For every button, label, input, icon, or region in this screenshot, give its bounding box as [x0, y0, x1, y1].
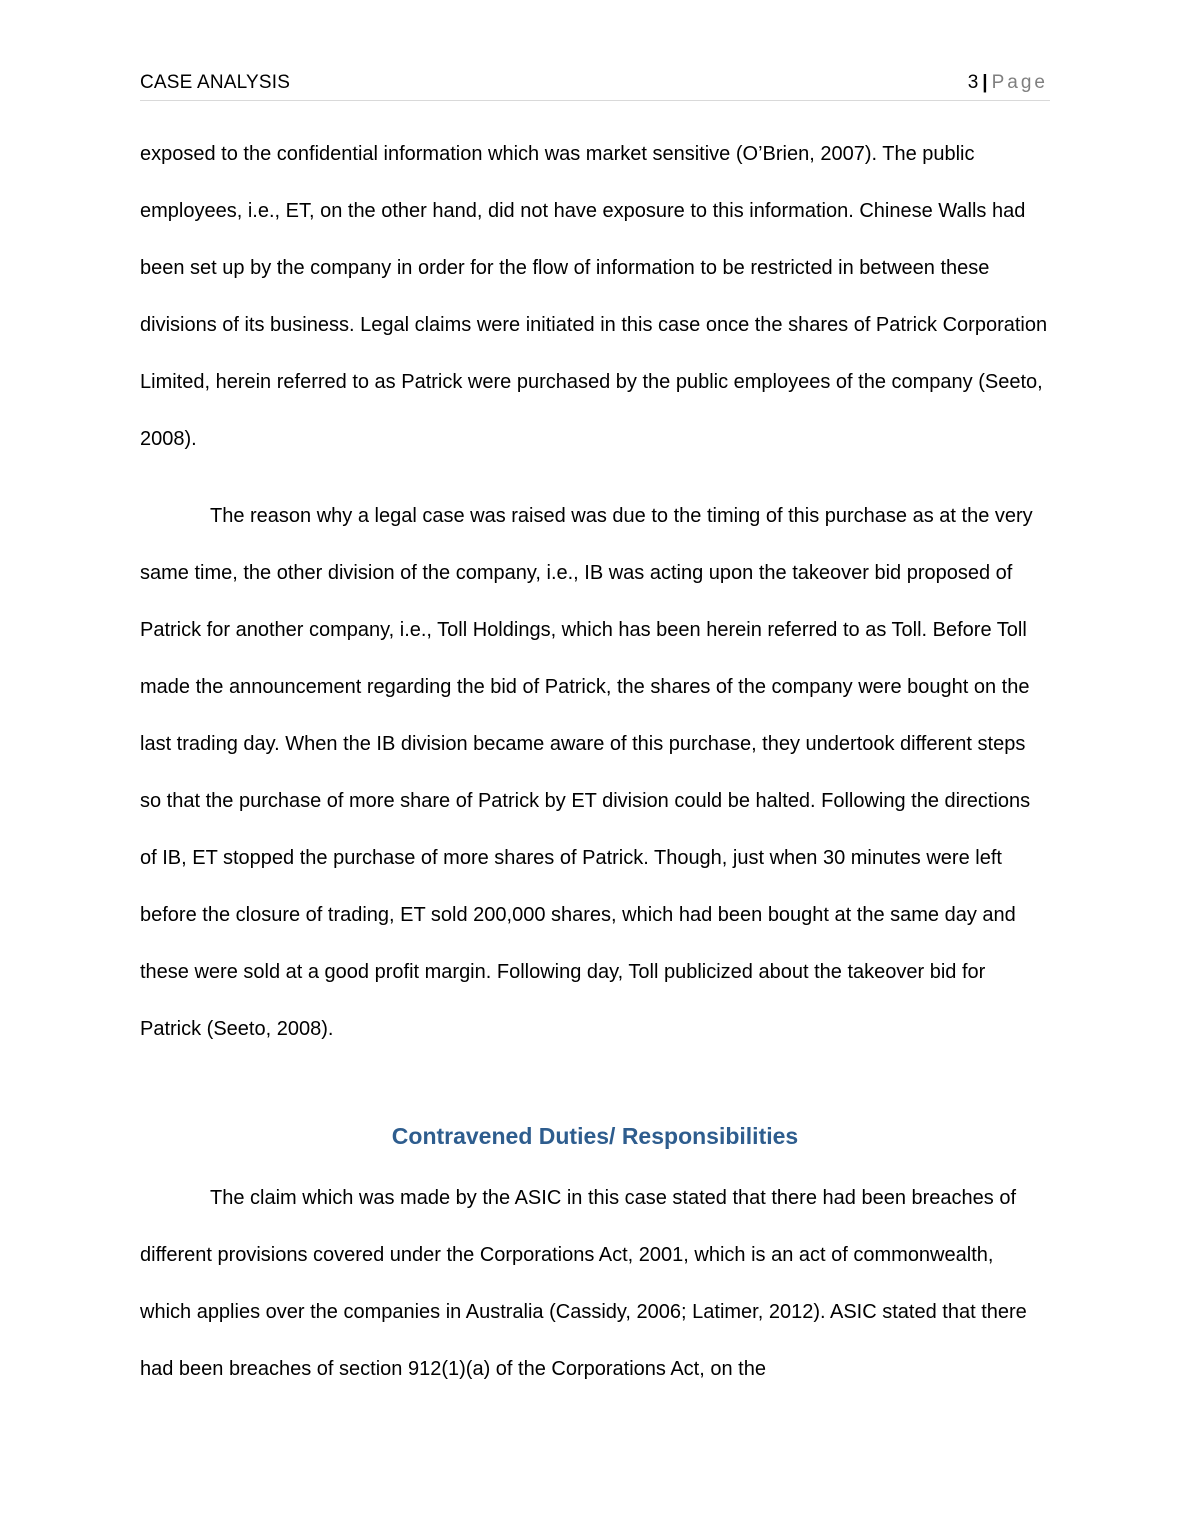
- page-number: 3: [967, 72, 979, 93]
- paragraph-2: The reason why a legal case was raised was due to the timing of this purchase as at the very same time, the other division of the company, i.e., IB was acting upon the takeover bid proposed of Patrick for another company, i.e., Toll Holdings, which has been herein referred to as Toll. Before Toll made the announcement regarding the bid of Patrick, the shares of the company were bought on the last trading day. When the IB division became aware of this purchase, they undertook different steps so that the purchase of more share of Patrick by ET division could be halted. Following the directions of IB, ET stopped the purchase of more shares of Patrick. Though, just when 30 minutes were left before the closure of trading, ET sold 200,000 shares, which had been bought at the same day and these were sold at a good profit margin. Following day, Toll publicized about the takeover bid for Patrick (Seeto, 2008).: [140, 505, 1033, 1040]
- page-header: [140, 72, 1050, 101]
- page-label: Page: [991, 72, 1048, 93]
- section-heading: Contravened Duties/ Responsibilities: [391, 1123, 799, 1149]
- paragraph-3: The claim which was made by the ASIC in this case stated that there had been breaches of different provisions covered under the Corporations Act, 2001, which is an act of commonwealth, which applies over the companies in Australia (Cassidy, 2006; Latimer, 2012). ASIC stated that there had been breaches of section 912(1)(a) of the Corporations Act, on the: [140, 1187, 1027, 1380]
- page-separator: |: [982, 72, 988, 93]
- paragraph-1: exposed to the confidential information which was market sensitive (O’Brien, 2007). The public employees, i.e., ET, on the other hand, did not have exposure to this information. Chinese Walls had been set up by the company in order for the flow of information to be restricted in between these divisions of its business. Legal claims were initiated in this case once the shares of Patrick Corporation Limited, herein referred to as Patrick were purchased by the public employees of the company (Seeto, 2008).: [140, 143, 1048, 450]
- header-title: CASE ANALYSIS: [140, 72, 291, 93]
- page-indicator: [968, 72, 1048, 94]
